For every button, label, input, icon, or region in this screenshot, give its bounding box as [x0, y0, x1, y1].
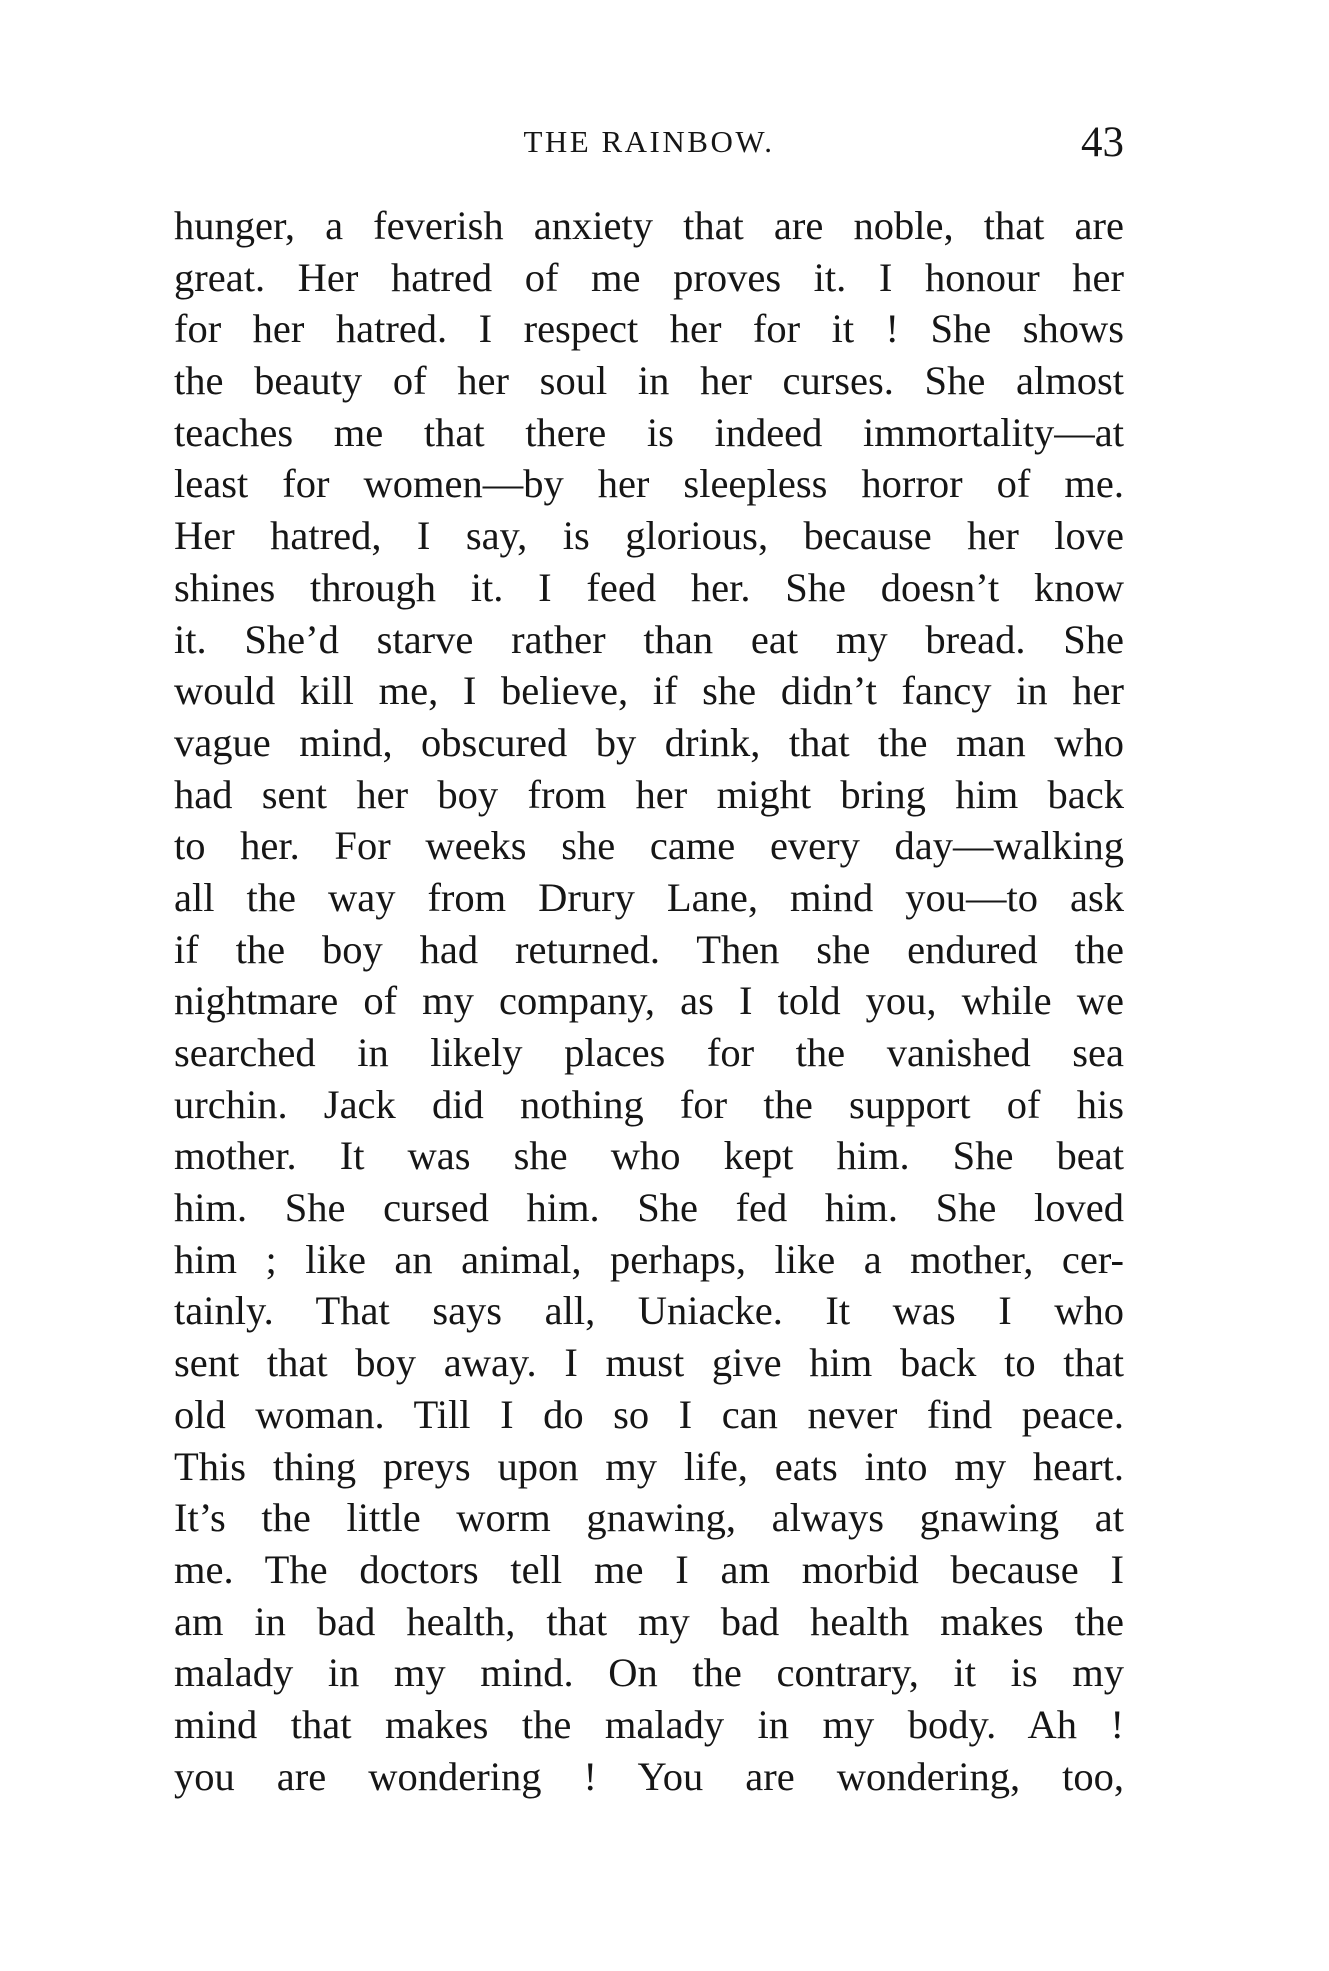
text-line: him ; like an animal, perhaps, like a mother, cer-: [174, 1236, 1124, 1282]
text-line: for her hatred. I respect her for it ! She shows: [174, 306, 1124, 352]
text-line: tainly. That says all, Uniacke. It was I who: [174, 1288, 1124, 1334]
text-line: nightmare of my company, as I told you, while we: [174, 978, 1124, 1024]
running-head: [174, 118, 1124, 178]
text-line: it. She’d starve rather than eat my bread. She: [174, 616, 1124, 662]
running-title: THE RAINBOW.: [523, 124, 775, 159]
text-line: him. She cursed him. She fed him. She loved: [174, 1185, 1124, 1231]
text-line: teaches me that there is indeed immortality—at: [174, 409, 1124, 455]
text-line: Her hatred, I say, is glorious, because her love: [174, 513, 1124, 559]
text-line: great. Her hatred of me proves it. I honour her: [174, 254, 1124, 300]
text-line: least for women—by her sleepless horror of me.: [174, 461, 1124, 507]
text-line: This thing preys upon my life, eats into my heart.: [174, 1443, 1124, 1489]
text-line: It’s the little worm gnawing, always gnawing at: [174, 1495, 1124, 1541]
text-line: am in bad health, that my bad health makes the: [174, 1598, 1124, 1644]
text-line: the beauty of her soul in her curses. She almost: [174, 358, 1124, 404]
text-line: you are wondering ! You are wondering, too,: [174, 1753, 1124, 1799]
body-text: [174, 200, 1124, 1802]
text-line: old woman. Till I do so I can never find peace.: [174, 1391, 1124, 1437]
text-line: mother. It was she who kept him. She beat: [174, 1133, 1124, 1179]
text-line: vague mind, obscured by drink, that the man who: [174, 719, 1124, 765]
text-line: shines through it. I feed her. She doesn’t know: [174, 564, 1124, 610]
text-line: me. The doctors tell me I am morbid because I: [174, 1546, 1124, 1592]
text-line: if the boy had returned. Then she endured the: [174, 926, 1124, 972]
text-line: all the way from Drury Lane, mind you—to ask: [174, 874, 1124, 920]
text-line: sent that boy away. I must give him back to that: [174, 1340, 1124, 1386]
text-line: to her. For weeks she came every day—walking: [174, 823, 1124, 869]
text-line: mind that makes the malady in my body. Ah !: [174, 1701, 1124, 1747]
text-line: searched in likely places for the vanished sea: [174, 1030, 1124, 1075]
text-line: had sent her boy from her might bring him back: [174, 771, 1124, 817]
text-line: hunger, a feverish anxiety that are noble, that are: [174, 203, 1124, 248]
page-number: 43: [1081, 119, 1124, 166]
text-line: malady in my mind. On the contrary, it is my: [174, 1650, 1124, 1696]
text-line: urchin. Jack did nothing for the support of his: [174, 1081, 1124, 1127]
text-line: would kill me, I believe, if she didn’t fancy in her: [174, 668, 1124, 714]
